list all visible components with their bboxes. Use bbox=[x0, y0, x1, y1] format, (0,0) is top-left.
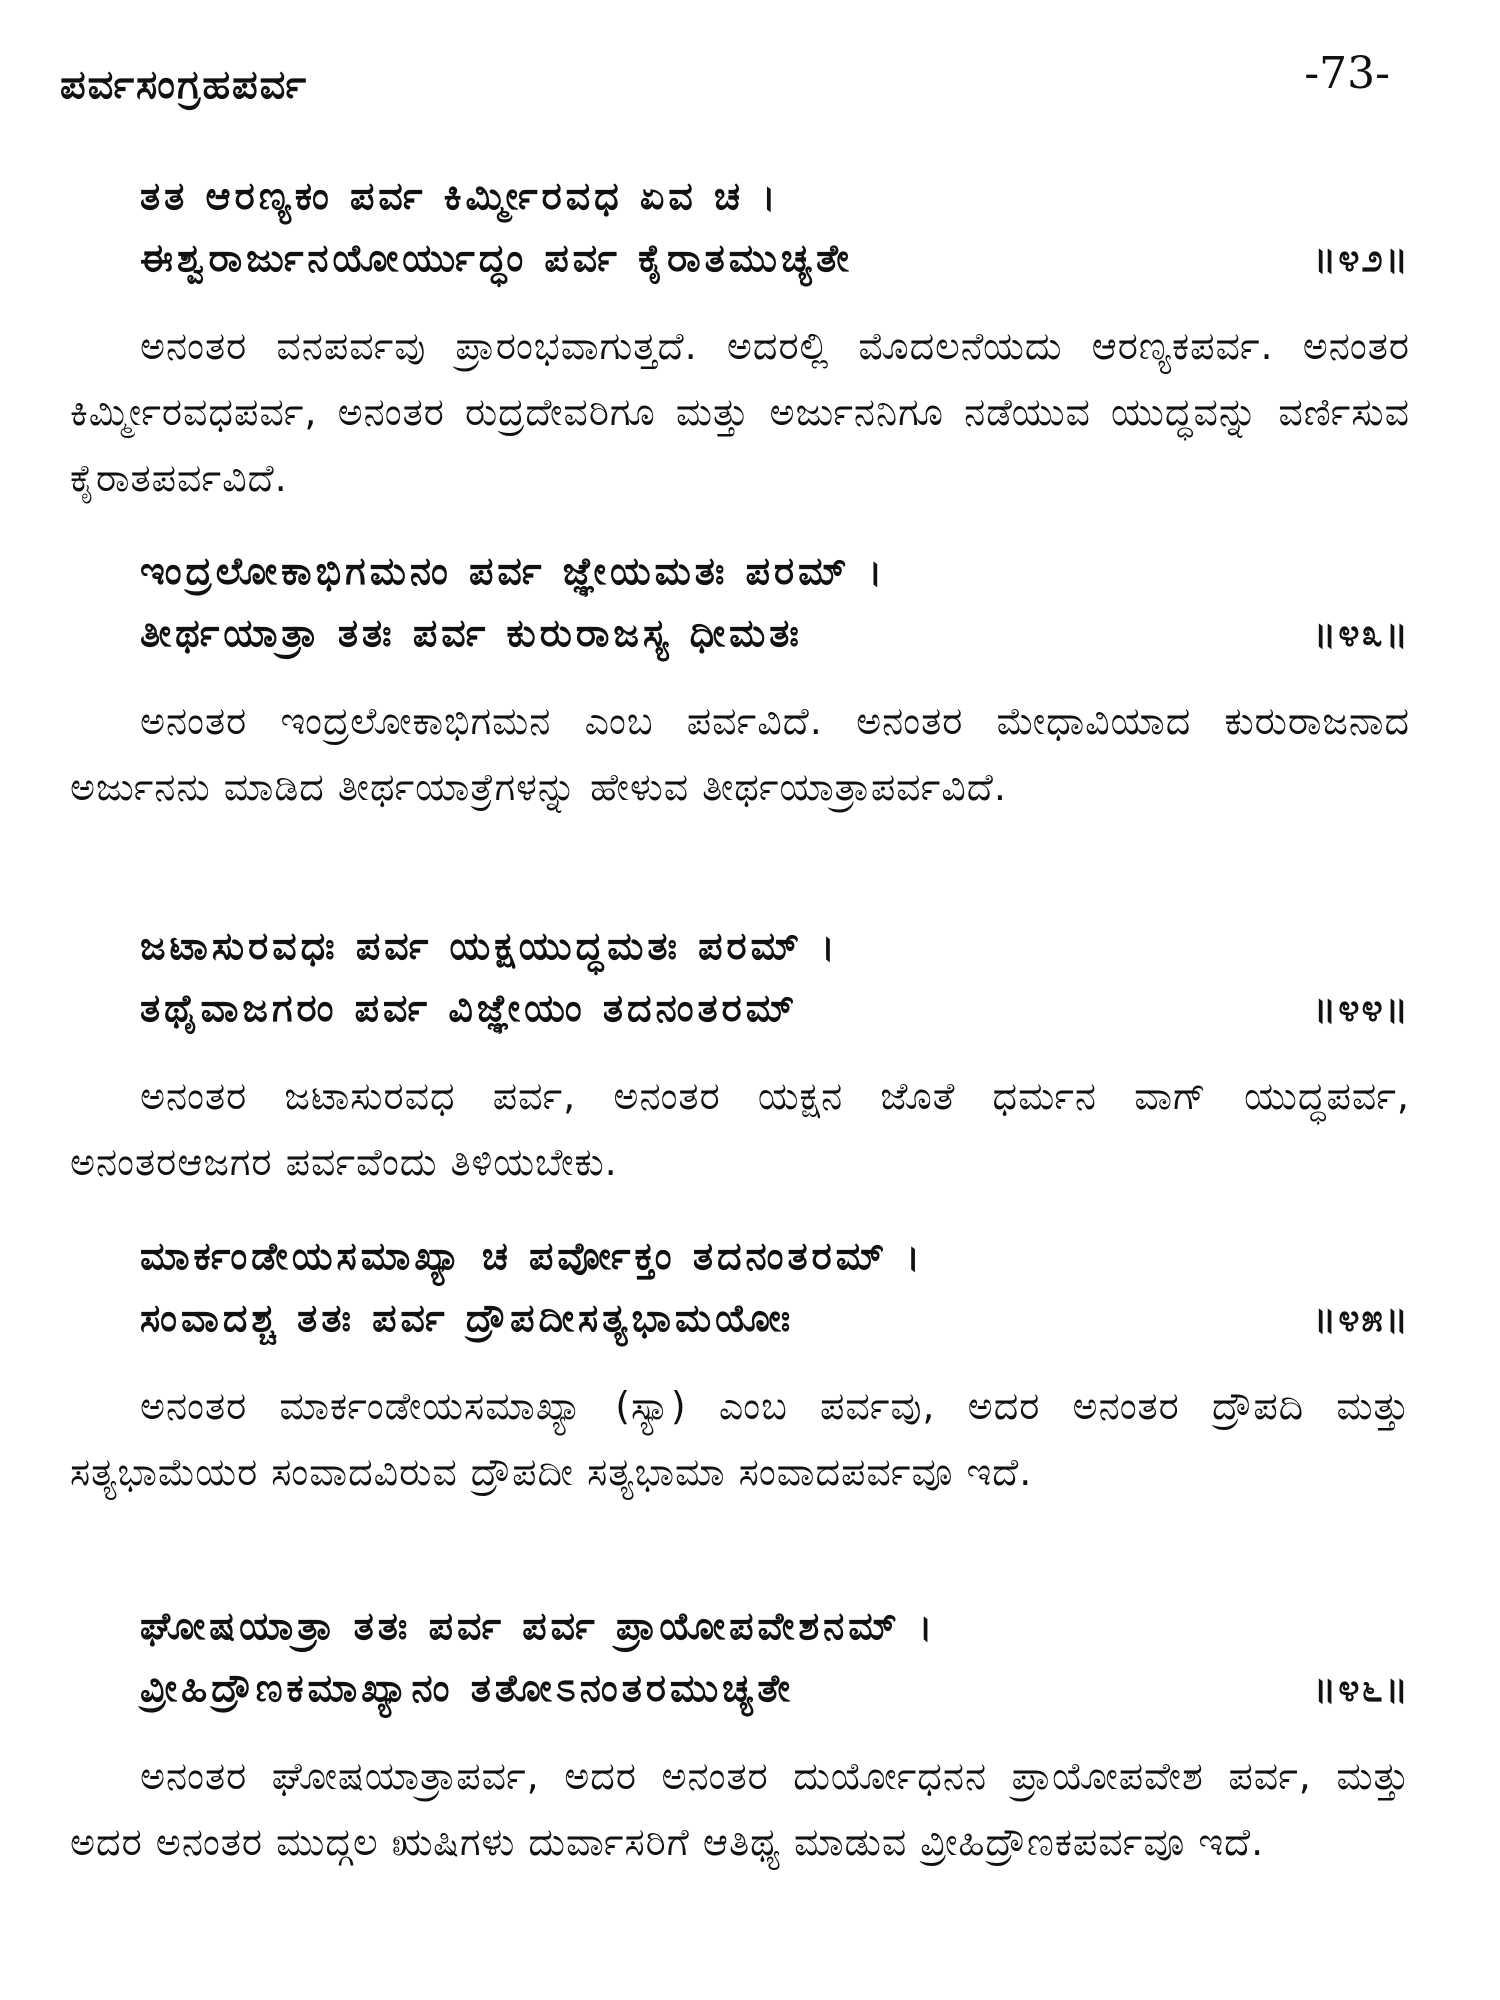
verse-line bbox=[140, 977, 1410, 1039]
verse-number: ॥೪೨॥ bbox=[1313, 236, 1410, 280]
verse-section bbox=[70, 165, 1410, 511]
commentary-paragraph: ಅನಂತರ ಇಂದ್ರಲೋಕಾಭಿಗಮನ ಎಂಬ ಪರ್ವವಿದೆ. ಅನಂತರ ಮೇಧಾವಿಯಾದ ಕುರುರಾಜನಾದ ಅರ್ಜುನನು ಮಾಡಿದ ತೀರ್ಥಯಾತ್ರೆಗಳನ್ನು ಹೇಳುವ ತೀರ್ಥಯಾತ್ರಾಪರ್ವವಿದೆ. bbox=[70, 699, 1410, 809]
verse-number: ॥೪೩॥ bbox=[1313, 611, 1410, 655]
verse-line bbox=[140, 227, 1410, 289]
verse-line: ತತ ಆರಣ್ಯಕಂ ಪರ್ವ ಕಿರ್ಮ್ಮೀರವಧ ಏವ ಚ । bbox=[140, 174, 780, 218]
verse-line: ಘೋಷಯಾತ್ರಾ ತತಃ ಪರ್ವ ಪರ್ವ ಪ್ರಾಯೋಪವೇಶನಮ್ । bbox=[140, 1604, 937, 1648]
verse-block bbox=[140, 1225, 1410, 1349]
verse-block bbox=[140, 915, 1410, 1039]
verse-section bbox=[70, 1595, 1410, 1875]
commentary-paragraph: ಅನಂತರ ಘೋಷಯಾತ್ರಾಪರ್ವ, ಅದರ ಅನಂತರ ದುರ್ಯೋಧನನ ಪ್ರಾಯೋಪವೇಶ ಪರ್ವ, ಮತ್ತು ಅದರ ಅನಂತರ ಮುದ್ಗಲ ಋಷಿಗಳು ದುರ್ವಾಸರಿಗೆ ಆತಿಥ್ಯ ಮಾಡುವ ವ್ರೀಹಿದ್ರೌಣಕಪರ್ವವೂ ಇದೆ. bbox=[70, 1754, 1410, 1864]
verse-line bbox=[140, 1287, 1410, 1349]
verse-line: ಮಾರ್ಕಂಡೇಯಸಮಾಖ್ಯಾ ಚ ಪರ್ವೋಕ್ತಂ ತದನಂತರಮ್ । bbox=[140, 1234, 924, 1278]
commentary-paragraph: ಅನಂತರ ವನಪರ್ವವು ಪ್ರಾರಂಭವಾಗುತ್ತದೆ. ಅದರಲ್ಲಿ ಮೊದಲನೆಯದು ಆರಣ್ಯಕಪರ್ವ. ಅನಂತರ ಕಿರ್ಮ್ಮೀರವಧಪರ್ವ, ಅನಂತರ ರುದ್ರದೇವರಿಗೂ ಮತ್ತು ಅರ್ಜುನನಿಗೂ ನಡೆಯುವ ಯುದ್ಧವನ್ನು ವರ್ಣಿಸುವ ಕೈರಾತಪರ್ವವಿದೆ. bbox=[70, 324, 1410, 500]
verse-section bbox=[70, 1225, 1410, 1505]
commentary-paragraph: ಅನಂತರ ಜಟಾಸುರವಧ ಪರ್ವ, ಅನಂತರ ಯಕ್ಷನ ಜೊತೆ ಧರ್ಮನ ವಾಗ್ ಯುದ್ಧಪರ್ವ, ಅನಂತರಆಜಗರ ಪರ್ವವೆಂದು ತಿಳಿಯಬೇಕು. bbox=[70, 1074, 1410, 1184]
verse-block bbox=[140, 540, 1410, 664]
verse-line bbox=[140, 602, 1410, 664]
verse-line-text: ತಥೈವಾಜಗರಂ ಪರ್ವ ವಿಜ್ಞೇಯಂ ತದನಂತರಮ್ bbox=[140, 986, 799, 1030]
verse-line-text: ಈಶ್ವರಾರ್ಜುನಯೋರ್ಯುದ್ಧಂ ಪರ್ವ ಕೈರಾತಮುಚ್ಯತೇ bbox=[140, 236, 853, 280]
verse-block bbox=[140, 165, 1410, 289]
page-number: -73- bbox=[1304, 48, 1390, 99]
verse-section bbox=[70, 540, 1410, 820]
verse-line: ಇಂದ್ರಲೋಕಾಭಿಗಮನಂ ಪರ್ವ ಜ್ಞೇಯಮತಃ ಪರಮ್ । bbox=[140, 549, 887, 593]
verse-line-text: ಸಂವಾದಶ್ಚ ತತಃ ಪರ್ವ ದ್ರೌಪದೀಸತ್ಯಭಾಮಯೋಃ bbox=[140, 1296, 795, 1340]
verse-number: ॥೪೪॥ bbox=[1313, 986, 1410, 1030]
verse-section bbox=[70, 915, 1410, 1195]
verse-line-text: ವ್ರೀಹಿದ್ರೌಣಕಮಾಖ್ಯಾನಂ ತತೋಽನಂತರಮುಚ್ಯತೇ bbox=[140, 1666, 794, 1710]
verse-line-text: ತೀರ್ಥಯಾತ್ರಾ ತತಃ ಪರ್ವ ಕುರುರಾಜಸ್ಯ ಧೀಮತಃ bbox=[140, 611, 803, 655]
commentary-paragraph: ಅನಂತರ ಮಾರ್ಕಂಡೇಯಸಮಾಖ್ಯಾ (ಸ್ಯಾ) ಎಂಬ ಪರ್ವವು, ಅದರ ಅನಂತರ ದ್ರೌಪದಿ ಮತ್ತು ಸತ್ಯಭಾಮೆಯರ ಸಂವಾದವಿರುವ ದ್ರೌಪದೀ ಸತ್ಯಭಾಮಾ ಸಂವಾದಪರ್ವವೂ ಇದೆ. bbox=[70, 1384, 1410, 1494]
verse-line bbox=[140, 1657, 1410, 1719]
verse-number: ॥೪೫॥ bbox=[1313, 1296, 1410, 1340]
verse-number: ॥೪೬॥ bbox=[1313, 1666, 1410, 1710]
verse-block bbox=[140, 1595, 1410, 1719]
verse-line: ಜಟಾಸುರವಧಃ ಪರ್ವ ಯಕ್ಷಯುದ್ಧಮತಃ ಪರಮ್ । bbox=[140, 924, 839, 968]
page-header-title: ಪರ್ವಸಂಗ್ರಹಪರ್ವ bbox=[60, 62, 309, 108]
